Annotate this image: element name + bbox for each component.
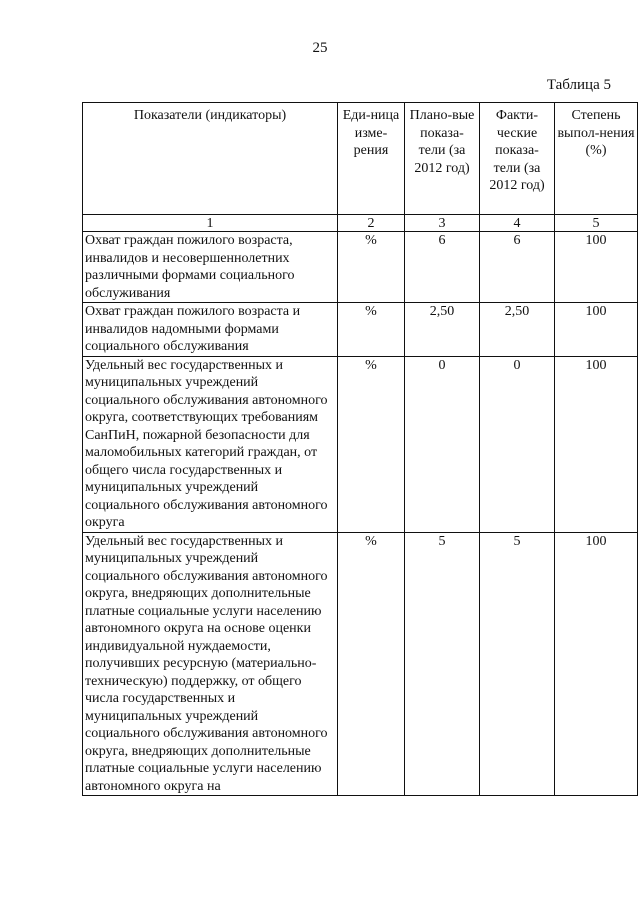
row-unit: % <box>338 532 405 796</box>
row-fact: 6 <box>480 232 555 303</box>
row-indicator: Удельный вес государственных и муниципальных учреждений социального обслуживания автономного округа, соответствующих требованиям СанПиН, пожарной безопасности для маломобильных категорий граждан, от общего числа государственных и муниципальных учреждений социального обслуживания автономного округа <box>83 356 338 532</box>
column-number-row <box>83 215 638 232</box>
row-fact: 0 <box>480 356 555 532</box>
column-number: 4 <box>480 215 555 232</box>
row-indicator: Удельный вес государственных и муниципальных учреждений социального обслуживания автономного округа, внедряющих дополнительные платные социальные услуги населению автономного округа на основе оценки индивидуальной нуждаемости, получивших ресурсную (материально-техническую) поддержку, от общего числа государственных и муниципальных учреждений социального обслуживания автономного округа, внедряющих дополнительные платные социальные услуги населению автономного округа на <box>83 532 338 796</box>
row-degree: 100 <box>555 532 638 796</box>
table-header-row <box>83 103 638 215</box>
table-row <box>83 303 638 357</box>
header-fact: Факти-ческие показа-тели (за 2012 год) <box>480 103 555 215</box>
column-number: 3 <box>405 215 480 232</box>
row-unit: % <box>338 303 405 357</box>
table-caption: Таблица 5 <box>546 77 611 93</box>
table-row <box>83 532 638 796</box>
row-fact: 2,50 <box>480 303 555 357</box>
row-unit: % <box>338 356 405 532</box>
table-row <box>83 356 638 532</box>
indicators-table <box>82 102 638 796</box>
row-unit: % <box>338 232 405 303</box>
row-plan: 5 <box>405 532 480 796</box>
row-fact: 5 <box>480 532 555 796</box>
column-number: 1 <box>83 215 338 232</box>
row-degree: 100 <box>555 232 638 303</box>
row-plan: 0 <box>405 356 480 532</box>
page-number: 25 <box>312 40 328 56</box>
row-degree: 100 <box>555 303 638 357</box>
row-indicator: Охват граждан пожилого возраста, инвалидов и несовершеннолетних различными формами социального обслуживания <box>83 232 338 303</box>
header-plan: Плано-вые показа-тели (за 2012 год) <box>405 103 480 215</box>
row-plan: 2,50 <box>405 303 480 357</box>
table-row <box>83 232 638 303</box>
column-number: 2 <box>338 215 405 232</box>
row-plan: 6 <box>405 232 480 303</box>
header-unit: Еди-ница изме-рения <box>338 103 405 215</box>
header-indicator: Показатели (индикаторы) <box>83 103 338 215</box>
header-degree: Степень выпол-нения (%) <box>555 103 638 215</box>
column-number: 5 <box>555 215 638 232</box>
row-degree: 100 <box>555 356 638 532</box>
row-indicator: Охват граждан пожилого возраста и инвалидов надомными формами социального обслуживания <box>83 303 338 357</box>
